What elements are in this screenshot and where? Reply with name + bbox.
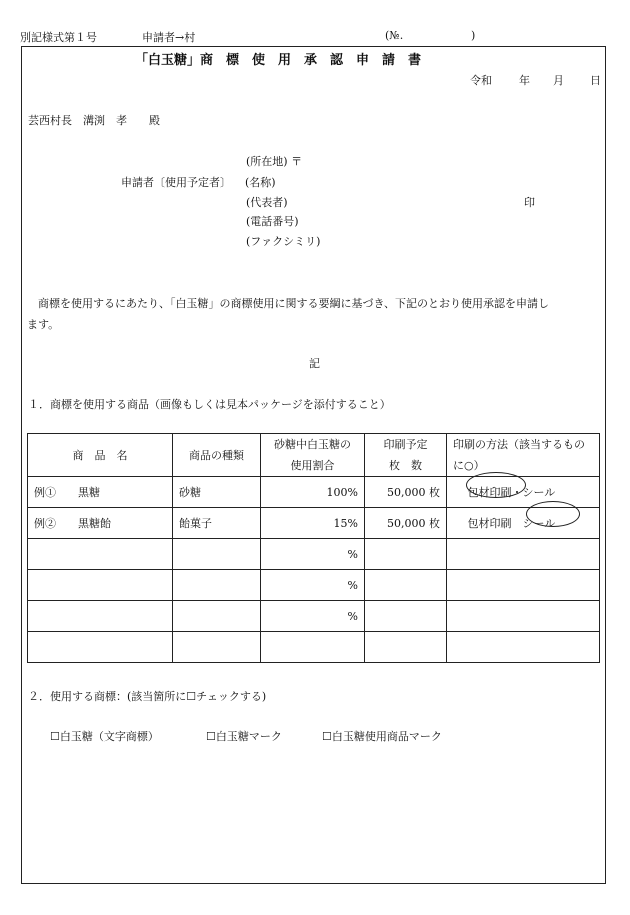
usage-ratio: 15% — [261, 508, 365, 539]
col-print-qty-line2: 枚 数 — [389, 459, 422, 472]
form-number: 別記様式第１号 — [20, 31, 97, 44]
col-print-method-line2: に○） — [453, 459, 485, 472]
applicant-label: 申請者〔使用予定者〕 — [121, 176, 231, 189]
example-label: 例① — [34, 486, 56, 499]
date-month: 月 — [553, 74, 564, 87]
product-name-cell — [28, 570, 173, 601]
table-row — [28, 570, 600, 601]
col-usage-ratio — [261, 434, 365, 477]
col-print-method-line1: 印刷の方法（該当するもの — [453, 438, 585, 451]
col-usage-ratio-line2: 使用割合 — [290, 459, 335, 472]
print-qty: 50,000 枚 — [365, 477, 447, 508]
product-type — [173, 601, 261, 632]
form-no-close: ) — [471, 29, 476, 42]
applicant-to-village: 申請者→村 — [142, 31, 196, 44]
col-print-qty-line1: 印刷予定 — [383, 438, 428, 451]
table-row — [28, 508, 600, 539]
col-print-qty — [365, 434, 447, 477]
body-text-line1: 商標を使用するにあたり、「白玉糖」の商標使用に関する要綱に基づき、下記のとおり使用承認を申請し — [27, 297, 550, 310]
table-row — [28, 601, 600, 632]
usage-ratio: 100% — [261, 477, 365, 508]
circle-mark-package-print — [466, 472, 526, 498]
product-name-cell — [28, 477, 173, 508]
option-product-mark[interactable]: ☐白玉糖使用商品マーク — [322, 730, 442, 743]
product-type — [173, 570, 261, 601]
method-package: 包材印刷 — [467, 517, 512, 530]
option-mark[interactable]: ☐白玉糖マーク — [206, 730, 282, 743]
table-row — [28, 539, 600, 570]
print-method-cell — [447, 601, 600, 632]
applicant-name: (名称) — [245, 176, 276, 189]
product-type: 飴菓子 — [173, 508, 261, 539]
product-name: 黒糖飴 — [78, 517, 111, 530]
ki-label: 記 — [309, 357, 320, 370]
col-product-type: 商品の種類 — [173, 434, 261, 477]
section1-heading: １．商標を使用する商品（画像もしくは見本パッケージを添付すること） — [28, 398, 391, 411]
method-sticker: シール — [522, 486, 556, 499]
print-method-cell — [447, 539, 600, 570]
addressee: 芸西村長 溝渕 孝 殿 — [28, 114, 160, 127]
usage-ratio — [261, 632, 365, 663]
body-text-line2: ます。 — [27, 318, 60, 331]
form-title: 「白玉糖」商 標 使 用 承 認 申 請 書 — [135, 53, 422, 68]
applicant-phone: (電話番号) — [246, 215, 299, 228]
product-type — [173, 539, 261, 570]
date-day: 日 — [590, 74, 601, 87]
usage-ratio: % — [261, 601, 365, 632]
print-qty — [365, 539, 447, 570]
circle-mark-sticker — [526, 501, 580, 527]
example-label: 例② — [34, 517, 56, 530]
product-name-cell — [28, 539, 173, 570]
col-usage-ratio-line1: 砂糖中白玉糖の — [274, 438, 351, 451]
product-name-cell — [28, 632, 173, 663]
usage-ratio: % — [261, 570, 365, 601]
product-type: 砂糖 — [173, 477, 261, 508]
col-print-method — [447, 434, 600, 477]
print-qty — [365, 632, 447, 663]
form-no-label: (№. — [385, 29, 404, 42]
col-product-name: 商 品 名 — [28, 434, 173, 477]
print-qty — [365, 570, 447, 601]
method-package: 包材印刷 — [467, 486, 512, 499]
table-row — [28, 632, 600, 663]
table-header-row — [28, 434, 600, 477]
applicant-representative: (代表者) — [246, 196, 288, 209]
seal-mark: 印 — [524, 196, 535, 209]
print-method-cell — [447, 570, 600, 601]
print-qty — [365, 601, 447, 632]
date-era: 令和 — [470, 74, 492, 87]
usage-ratio: % — [261, 539, 365, 570]
product-name-cell — [28, 508, 173, 539]
option-text-trademark[interactable]: ☐白玉糖（文字商標） — [50, 730, 159, 743]
section2-heading: ２．使用する商標：(該当箇所に☐チェックする) — [28, 690, 267, 703]
product-name: 黒糖 — [78, 486, 100, 499]
print-qty: 50,000 枚 — [365, 508, 447, 539]
date-year: 年 — [519, 74, 530, 87]
method-sticker: シール — [522, 517, 556, 530]
goods-table — [27, 433, 600, 663]
print-method-cell — [447, 632, 600, 663]
product-type — [173, 632, 261, 663]
applicant-address: (所在地) 〒 — [246, 155, 303, 168]
product-name-cell — [28, 601, 173, 632]
applicant-fax: (ファクシミリ) — [246, 235, 321, 248]
method-separator: ・ — [511, 486, 523, 499]
